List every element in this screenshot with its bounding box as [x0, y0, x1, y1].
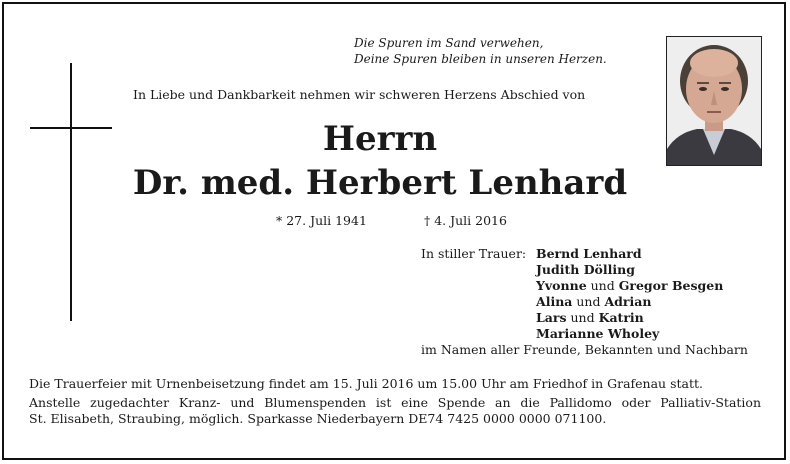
birth-date: * 27. Juli 1941 [276, 213, 367, 228]
mourner-name: Gregor Besgen [618, 278, 724, 293]
mourner-name: Judith Dölling [536, 262, 635, 277]
mourner-connector: und [572, 294, 605, 309]
mourner-row [536, 246, 723, 262]
motto-quote [354, 35, 607, 67]
donation-notice [29, 395, 761, 427]
salutation: Herrn [322, 119, 438, 159]
mourner-name: Marianne Wholey [536, 326, 660, 341]
mourner-connector: und [566, 310, 599, 325]
intro-text: In Liebe und Dankbarkeit nehmen wir schweren Herzens Abschied von [133, 87, 586, 102]
mourner-name: Lars [536, 310, 567, 325]
donation-line-1: Anstelle zugedachter Kranz- und Blumenspenden ist eine Spende an die Pallidomo oder Palliativ-Station [29, 395, 761, 410]
mourner-row [536, 278, 723, 294]
mourner-row [536, 326, 723, 342]
funeral-notice: Die Trauerfeier mit Urnenbeisetzung findet am 15. Juli 2016 um 15.00 Uhr am Friedhof in Grafenau statt. [29, 376, 703, 391]
mourner-connector: und [586, 278, 619, 293]
mourner-row [536, 310, 723, 326]
mourner-name: Alina [536, 294, 573, 309]
donation-line-2: St. Elisabeth, Straubing, möglich. Sparkasse Niederbayern DE74 7425 0000 0000 071100. [29, 411, 607, 426]
mourner-row [536, 262, 723, 278]
mourners-label: In stiller Trauer: [421, 246, 527, 261]
mourner-name: Katrin [598, 310, 644, 325]
mourner-name: Adrian [604, 294, 652, 309]
mourner-name: Yvonne [536, 278, 587, 293]
death-date: † 4. Juli 2016 [424, 213, 507, 228]
deceased-name: Dr. med. Herbert Lenhard [132, 163, 628, 203]
motto-line-2: Deine Spuren bleiben in unseren Herzen. [354, 52, 607, 66]
mourner-row [536, 294, 723, 310]
mourners-list [536, 246, 723, 342]
motto-line-1: Die Spuren im Sand verwehen, [354, 36, 544, 50]
mourners-closing: im Namen aller Freunde, Bekannten und Nachbarn [421, 342, 748, 357]
mourner-name: Bernd Lenhard [536, 246, 642, 261]
